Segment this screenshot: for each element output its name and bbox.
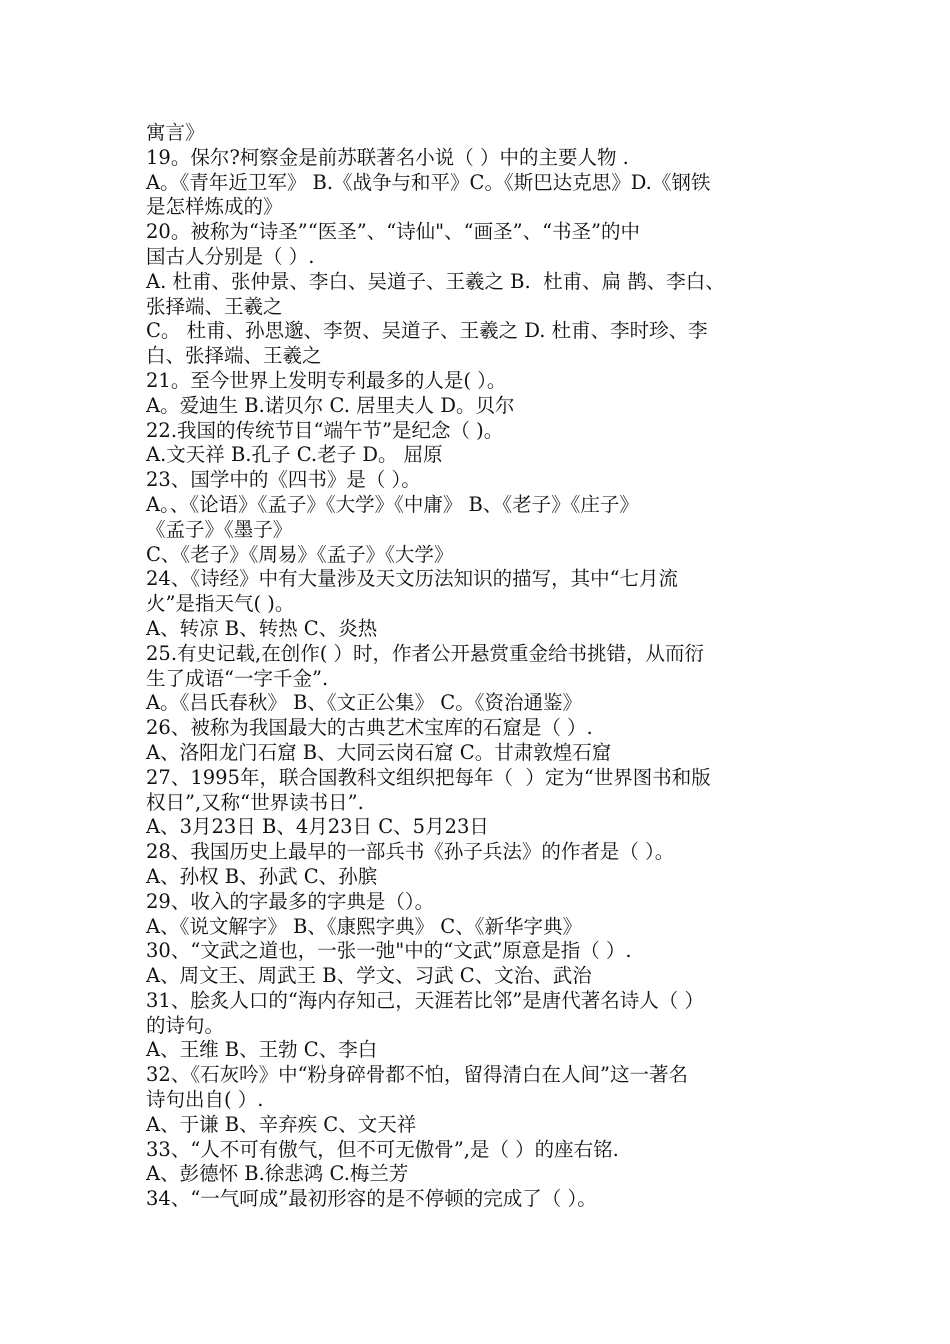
answer-options: A、王维 B、王勃 C、李白 <box>146 1038 378 1062</box>
answer-options: A、洛阳龙门石窟 B、大同云岗石窟 C。甘肃敦煌石窟 <box>146 740 612 764</box>
question-24: 24、《诗经》中有大量涉及天文历法知识的描写，其中“七月流 <box>146 567 679 591</box>
question-22: 22.我国的传统节目“端午节”是纪念（ )。 <box>146 418 504 442</box>
question-31: 31、脍炙人口的“海内存知己，天涯若比邻”是唐代著名诗人（ ） <box>146 988 704 1012</box>
answer-options: A。《青年近卫军》 B.《战争与和平》C。《斯巴达克思》D.《钢铁 <box>146 170 711 194</box>
question-25: 25.有史记载,在创作( ）时，作者公开悬赏重金给书挑错，从而衍 <box>146 641 705 665</box>
text-line: 火”是指天气( )。 <box>146 592 295 616</box>
text-line: 《孟子》《墨子》 <box>146 517 293 541</box>
answer-options: A、周文王、周武王 B、学文、习武 C、文治、武治 <box>146 964 592 988</box>
question-19: 19。保尔?柯察金是前苏联著名小说（ ）中的主要人物 . <box>146 145 629 169</box>
question-27: 27、1995年，联合国教科文组织把每年（ ）定为“世界图书和版 <box>146 765 711 789</box>
text-line: 白、张择端、王羲之 <box>146 344 322 368</box>
answer-options: C。 杜甫、孙思邈、李贺、吴道子、王羲之 D. 杜甫、李时珍、李 <box>146 319 708 343</box>
answer-options: A、3月23日 B、4月23日 C、5月23日 <box>146 815 489 839</box>
question-20: 20。被称为“诗圣”“医圣”、“诗仙"、“画圣”、“书圣”的中 <box>146 220 641 244</box>
answer-options: A、彭德怀 B.徐悲鸿 C.梅兰芳 <box>146 1162 409 1186</box>
question-34: 34、“一气呵成”最初形容的是不停顿的完成了（ ）。 <box>146 1187 597 1211</box>
question-28: 28、我国历史上最早的一部兵书《孙子兵法》的作者是（ ）。 <box>146 840 675 864</box>
answer-options: A。爱迪生 B.诺贝尔 C. 居里夫人 D。贝尔 <box>146 393 515 417</box>
answer-options: A、转凉 B、转热 C、炎热 <box>146 616 378 640</box>
document-body <box>146 121 826 1212</box>
text-line: 张择端、王羲之 <box>146 294 283 318</box>
answer-options: A。、《论语》《孟子》《大学》《中庸》 B、《老子》《庄子》 <box>146 492 639 516</box>
answer-options: A、《说文解字》 B、《康熙字典》 C、《新华字典》 <box>146 914 582 938</box>
text-line: 寓言》 <box>146 121 205 144</box>
text-line: 生了成语“一字千金”. <box>146 666 329 690</box>
answer-options: A、孙权 B、孙武 C、孙膑 <box>146 864 378 888</box>
answer-options: A、于谦 B、辛弃疾 C、文天祥 <box>146 1112 417 1136</box>
question-32: 32、《石灰吟》中“粉身碎骨都不怕，留得清白在人间”这一著名 <box>146 1063 689 1087</box>
answer-options: A。《吕氏春秋》 B、《文正公集》 C。《资治通鉴》 <box>146 691 582 715</box>
answer-options: A. 杜甫、张仲景、李白、吴道子、王羲之 B. 杜甫、扁 鹊、李白、 <box>146 269 725 293</box>
answer-options: A.文天祥 B.孔子 C.老子 D。 屈原 <box>146 443 443 467</box>
text-line: 权日”,又称“世界读书日”. <box>146 790 364 814</box>
question-33: 33、“人不可有傲气，但不可无傲骨”,是（ ）的座右铭. <box>146 1137 619 1161</box>
text-line: 诗句出自( ）. <box>146 1088 264 1112</box>
text-line: 国古人分别是（ ）. <box>146 244 315 268</box>
text-line: 是怎样炼成的》 <box>146 195 283 219</box>
question-23: 23、国学中的《四书》是（ ）。 <box>146 468 421 492</box>
question-30: 30、“文武之道也，一张一弛"中的“文武”原意是指（ ）. <box>146 939 632 963</box>
question-26: 26、被称为我国最大的古典艺术宝库的石窟是（ ）. <box>146 716 593 740</box>
text-line: 的诗句。 <box>146 1013 225 1037</box>
answer-options: C、《老子》《周易》《孟子》《大学》 <box>146 542 454 566</box>
question-21: 21。至今世界上发明专利最多的人是( ）。 <box>146 368 507 392</box>
question-29: 29、收入的字最多的字典是（）。 <box>146 889 435 913</box>
